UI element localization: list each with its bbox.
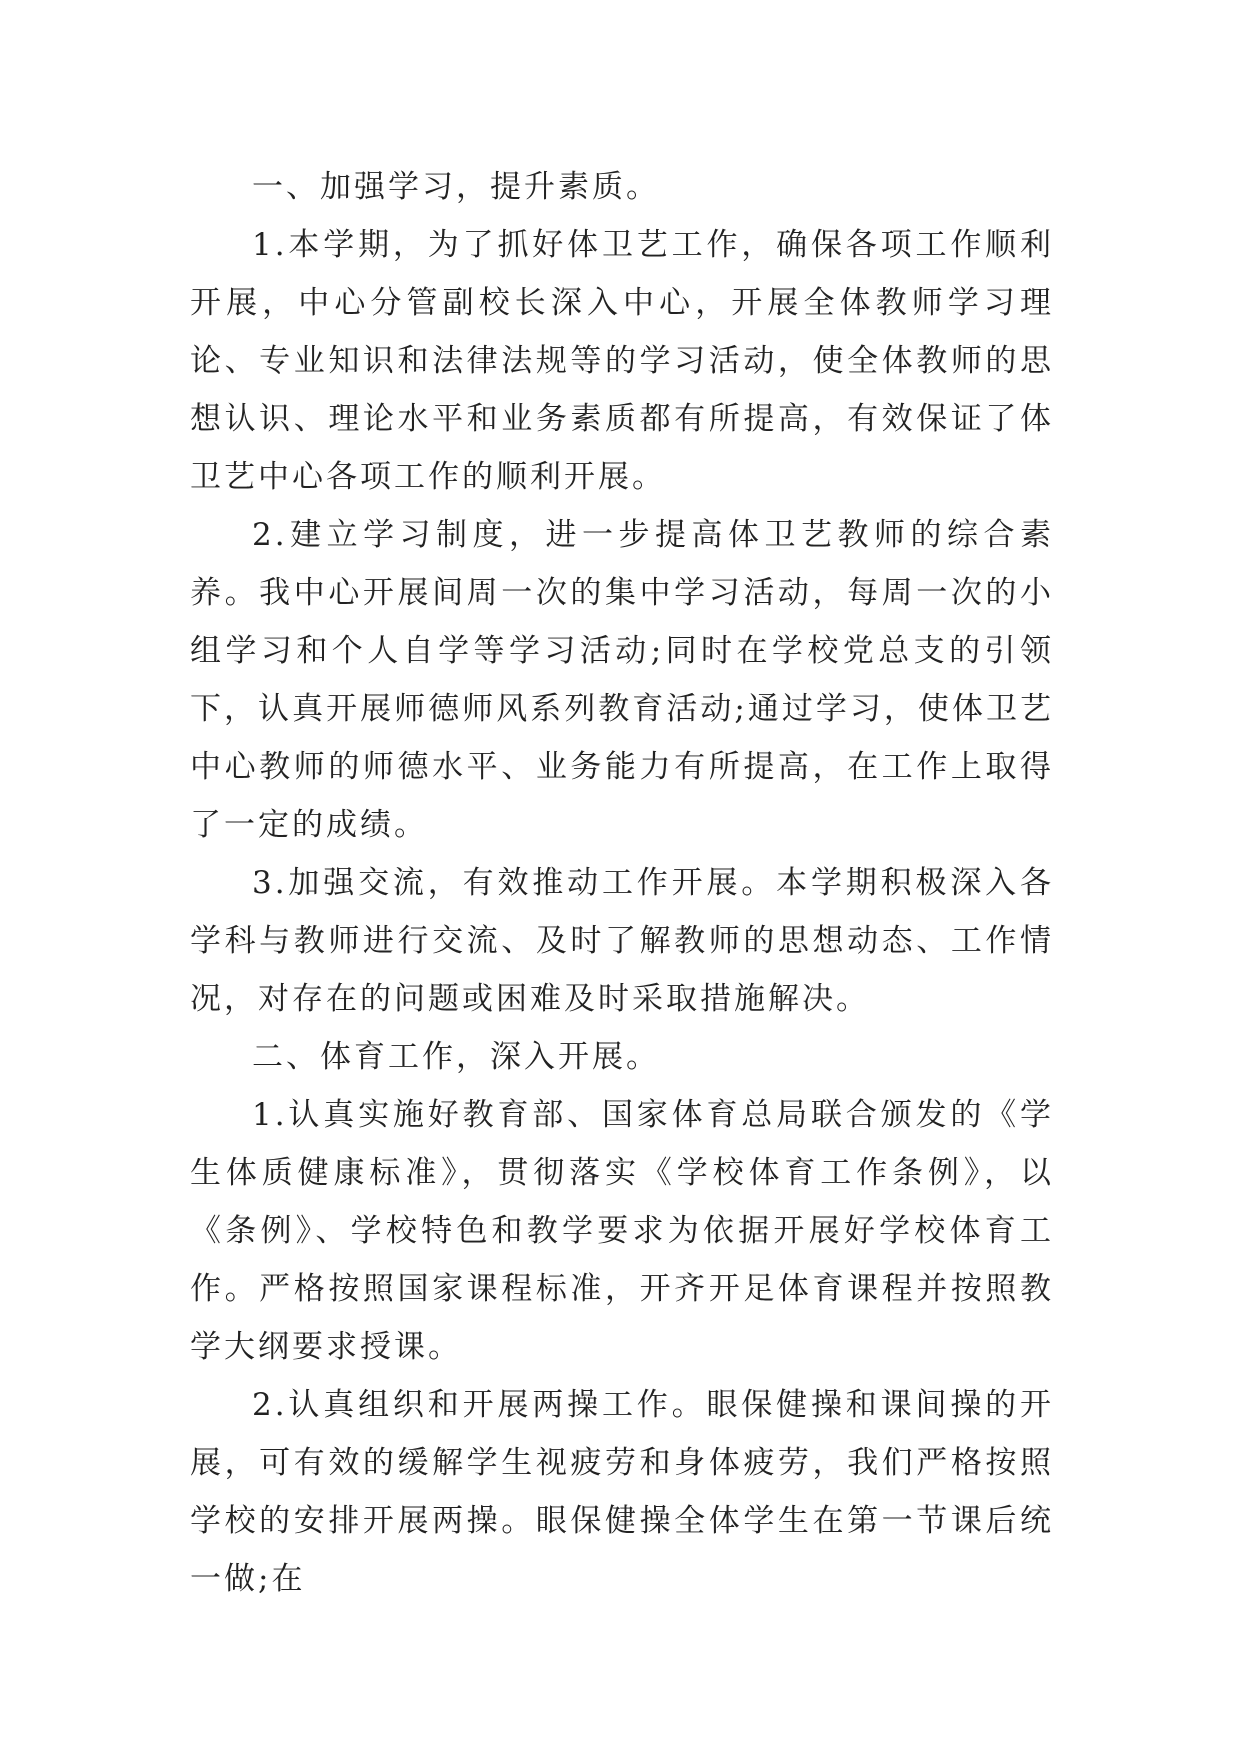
paragraph-study-2: 2.建立学习制度，进一步提高体卫艺教师的综合素养。我中心开展间周一次的集中学习活动，每周一次的小组学习和个人自学等学习活动;同时在学校党总支的引领下，认真开展师德师风系列教育活动;通过学习，使体卫艺中心教师的师德水平、业务能力有所提高，在工作上取得了一定的成绩。 bbox=[190, 517, 1054, 843]
paragraph-sports-1: 1.认真实施好教育部、国家体育总局联合颁发的《学生体质健康标准》，贯彻落实《学校体育工作条例》，以《条例》、学校特色和教学要求为依据开展好学校体育工作。严格按照国家课程标准，开齐开足体育课程并按照教学大纲要求授课。 bbox=[190, 1097, 1054, 1365]
paragraph-study-3: 3.加强交流，有效推动工作开展。本学期积极深入各学科与教师进行交流、及时了解教师的思想动态、工作情况，对存在的问题或困难及时采取措施解决。 bbox=[190, 865, 1054, 1017]
paragraph-sports-2: 2.认真组织和开展两操工作。眼保健操和课间操的开展，可有效的缓解学生视疲劳和身体疲劳，我们严格按照学校的安排开展两操。眼保健操全体学生在第一节课后统一做;在 bbox=[190, 1387, 1054, 1597]
paragraph-study-1: 1.本学期，为了抓好体卫艺工作，确保各项工作顺利开展，中心分管副校长深入中心，开展全体教师学习理论、专业知识和法律法规等的学习活动，使全体教师的思想认识、理论水平和业务素质都有所提高，有效保证了体卫艺中心各项工作的顺利开展。 bbox=[190, 227, 1054, 495]
section-heading-study: 一、加强学习，提升素质。 bbox=[252, 169, 660, 205]
section-heading-sports: 二、体育工作，深入开展。 bbox=[252, 1039, 660, 1075]
document-body bbox=[190, 158, 1054, 1608]
